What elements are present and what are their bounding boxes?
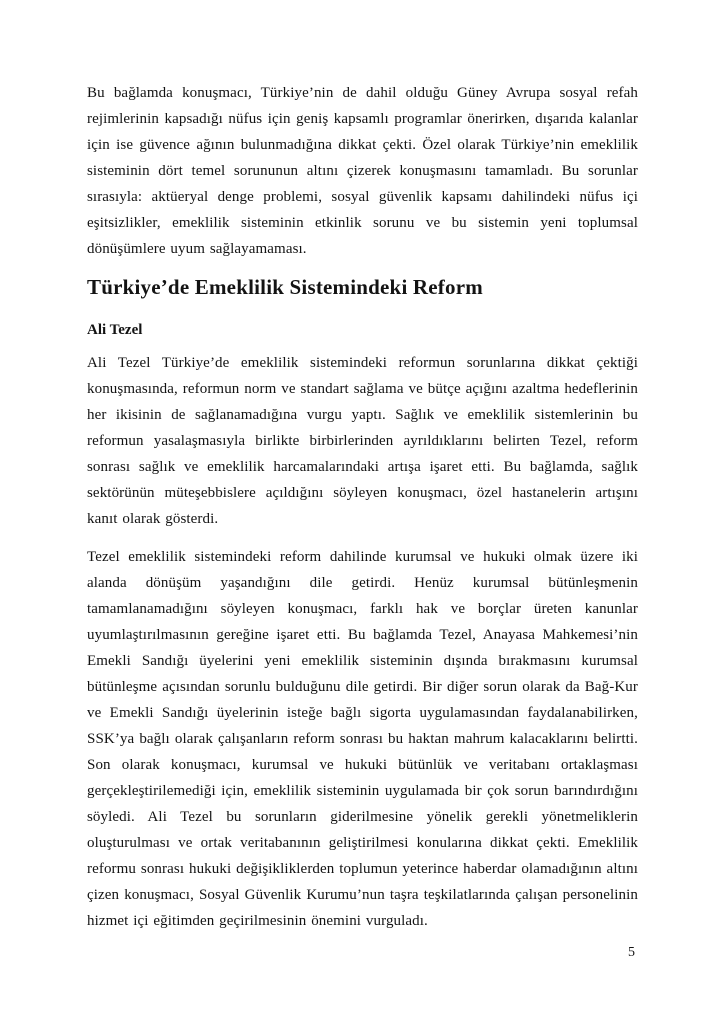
paragraph-tezel-transformation: Tezel emeklilik sistemindeki reform dahilinde kurumsal ve hukuki olmak üzere iki alanda dönüşüm yaşandığını dile getirdi. Henüz kurumsal bütünleşmenin tamamlanamadığını söyleyen konuşmacı, farklı hak ve borçlar üreten kanunlar uyumlaştırılmasının gereğine işaret etti. Bu bağlamda Tezel, Anayasa Mahkemesi’nin Emekli Sandığı üyelerini yeni emeklilik sisteminin dışında bırakmasını kurumsal bütünleşme açısından sorunlu bulduğunu dile getirdi. Bir diğer sorun olarak da Bağ-Kur ve Emekli Sandığı üyelerinin isteğe bağlı sigorta uygulamasından faydalanabilirken, SSK’ya bağlı olarak çalışanların reform sonrası bu haktan mahrum kalacaklarını belirtti. Son olarak konuşmacı, kurumsal ve hukuki bütünlük ve veritabanı ortaklaşması gerçekleştirilemediği için, emeklilik sisteminin uygulamada bir çok sorun barındırdığını söyledi. Ali Tezel bu sorunların giderilmesine yönelik gerekli yönetmeliklerin oluşturulması ve ortak veritabanının geliştirilmesi konularına dikkat çekti. Emeklilik reformu sonrası hukuki değişikliklerden toplumun yeterince haberdar olamadığının altını çizen konuşmacı, Sosyal Güvenlik Kurumu’nun taşra teşkilatlarında çalışan personelinin hizmet içi eğitimden geçirilmesinin önemini vurguladı. — [87, 549, 638, 929]
paragraph-intro-continuation: Bu bağlamda konuşmacı, Türkiye’nin de dahil olduğu Güney Avrupa sosyal refah rejimlerinin kapsadığı nüfus için geniş kapsamlı programlar önerirken, dışarıda kalanlar için ise güvence ağının bulunmadığına dikkat çekti. Özel olarak Türkiye’nin emeklilik sisteminin dört temel sorununun altını çizerek konuşmasını tamamladı. Bu sorunlar sırasıyla: aktüeryal denge problemi, sosyal güvenlik kapsamı dahilindeki nüfus içi eşitsizlikler, emeklilik sisteminin etkinlik sorunu ve bu sistemin yeni toplumsal dönüşümlere uyum sağlayamaması. — [87, 85, 638, 257]
page-content — [87, 80, 638, 946]
page-number: 5 — [628, 945, 635, 960]
section-heading: Türkiye’de Emeklilik Sistemindeki Reform — [87, 275, 483, 299]
author-name: Ali Tezel — [87, 322, 143, 338]
paragraph-tezel-reform: Ali Tezel Türkiye’de emeklilik sistemindeki reformun sorunlarına dikkat çektiği konuşmasında, reformun norm ve standart sağlama ve bütçe açığını azaltma hedeflerinin her ikisinin de sağlanamadığına vurgu yaptı. Sağlık ve emeklilik sistemlerinin bu reformun yasalaşmasıyla birlikte birbirlerinden ayrıldıklarını belirten Tezel, reform sonrası sağlık ve emeklilik harcamalarındaki artışa işaret etti. Bu bağlamda, sağlık sektörünün müteşebbislere açıldığını söyleyen konuşmacı, özel hastanelerin artışını kanıt olarak gösterdi. — [87, 355, 638, 527]
